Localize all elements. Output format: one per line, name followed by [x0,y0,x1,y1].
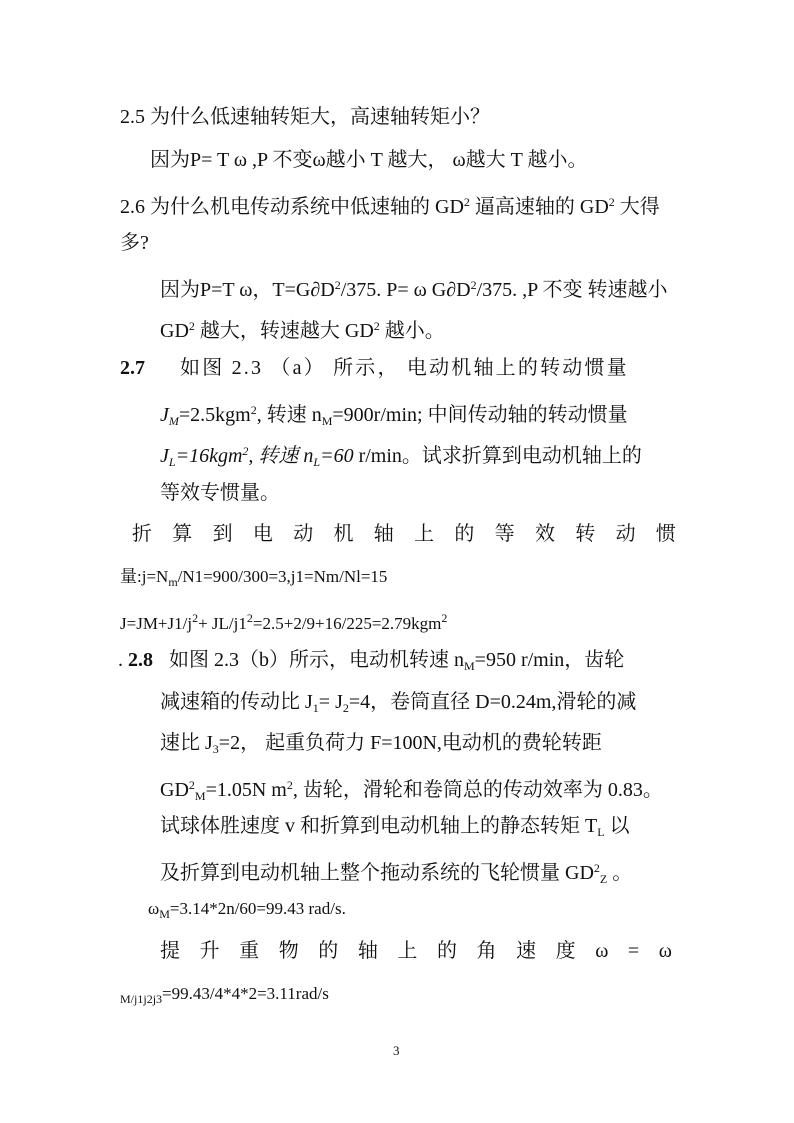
q26-title-cont: 多? [120,232,149,254]
page-number: 3 [393,1043,400,1058]
q28-line6: 及折算到电动机轴上整个拖动系统的飞轮惯量 $GD^2_Z$ 。 [160,861,633,886]
q28-answer-spread: 提 升 重 物 的 轴 上 的 角 速 度 ω = ω [160,940,672,962]
q28-line3: 速比 $J_3=2$， 起重负荷力 F=100N,电动机的费轮转距 [160,732,602,756]
q27-line1: 如图 2.3 （a） 所示， 电动机轴上的转动惯量 [180,357,629,379]
q26-title: 2.6 为什么机电传动系统中低速轴的 $GD^2$ 逼高速轴的 $GD^2$ 大得 [120,195,660,218]
q28-line2: 减速箱的传动比 $J_1= J_2=4$，卷筒直径 D=0.24m,滑轮的减 [160,691,637,715]
q25-title: 2.5 为什么低速轴转矩大，高速轴转矩小？ [120,106,490,128]
q27-line4: 等效专惯量。 [160,482,280,504]
q28-answer-omega: $\omega_M=3.14*2n/60=99.43$ rad/s. [148,899,346,921]
q28-answer-result: $_{M/j1j2j3}$=99.43/4*4*2=3.11rad/s [120,984,329,1006]
q26-answer-line2: $GD^2$ 越大，转速越大 $GD^2$ 越小。 [160,319,445,342]
q27-line2: $J_M=2.5kgm^2$, 转速 $n_M=900r/\min$; 中间传动轴的转动惯量 [160,403,628,428]
q27-number: 2.7 [120,357,145,379]
q27-answer-spread: 折 算 到 电 动 机 轴 上 的 等 效 转 动 惯 [132,523,676,545]
q28-line5: 试球体胜速度 v 和折算到电动机轴上的静态转矩 $T_L$ 以 [160,815,630,839]
q27-line3: $J_L=16kgm^2$, 转速 $n_L=60$ r/min。试求折算到电动机轴上的 [160,444,642,469]
q27-answer-line2: 量$:j=N_m/N1=900/300=3,j1=Nm/Nl=15$ [120,567,388,589]
q27-answer-line3: $J=JM+J1/j^2+ JL/j1^2=2.5+2/9+16/225=2.79kgm^2$ [120,611,448,633]
q25-answer: 因为P= T ω ,P 不变ω越小 T 越大， ω越大 T 越小。 [150,149,588,171]
q28-header: . 2.8 如图 2.3（b）所示，电动机转速 $n_M=950$ r/min，齿轮 [118,649,625,673]
q28-line4: $GD^2_M=1.05N$ $m^2$, 齿轮，滑轮和卷筒总的传动效率为 0.83。 [160,778,663,803]
q26-answer-line1: 因为P=T ω，$T=G\partial D^2/375$. P= ω $G\partial D^2/375$. ,P 不变 转速越小 [160,278,668,301]
